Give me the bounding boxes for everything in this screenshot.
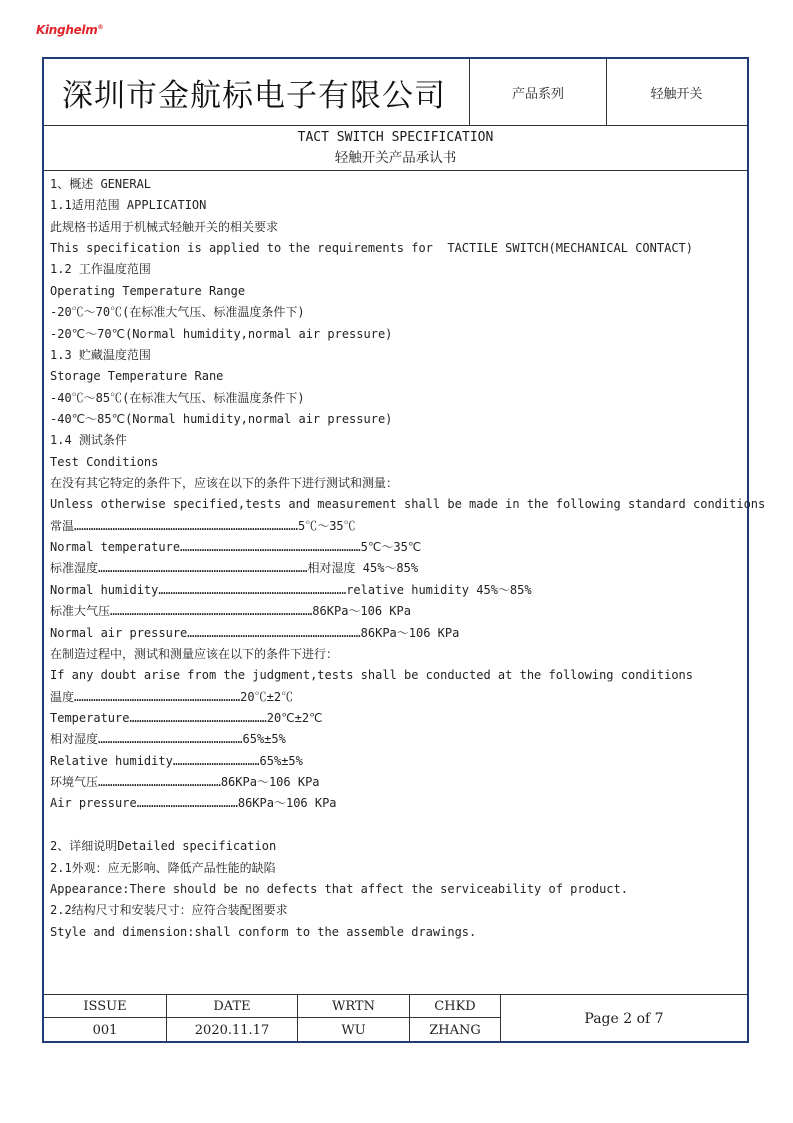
spec-line: 在制造过程中，测试和测量应该在以下的条件下进行： (50, 646, 339, 661)
spec-line: 标准湿度……………………………………………………………………………相对湿度 45%～85% (50, 561, 419, 576)
chkd-value: ZHANG (410, 1018, 501, 1042)
header-row (44, 59, 747, 126)
spec-body (50, 174, 766, 943)
spec-line: Storage Temperature Rane (50, 369, 224, 384)
product-name: 轻触开关 (650, 86, 703, 102)
spec-line: 2.1外观：应无影响、降低产品性能的缺陷 (50, 860, 276, 875)
spec-line: Unless otherwise specified,tests and measurement shall be made in the following standard conditions (50, 497, 766, 512)
spec-line: 温度……………………………………………………………20℃±2℃ (50, 689, 294, 704)
spec-line: 1.3 贮藏温度范围 (50, 347, 151, 362)
spec-line: 1.2 工作温度范围 (50, 262, 151, 277)
spec-line: This specification is applied to the requirements for TACTILE SWITCH(MECHANICAL CONTACT) (50, 241, 693, 256)
spec-line: 相对湿度……………………………………………………65%±5% (50, 732, 286, 747)
page-number: Page 2 of 7 (584, 1010, 664, 1027)
spec-line: 2、详细说明Detailed specification (50, 839, 277, 854)
spec-line: -40℃～85℃(在标准大气压、标准温度条件下) (50, 390, 305, 405)
wrtn-label: WRTN (298, 995, 410, 1018)
chkd-label: CHKD (410, 995, 501, 1018)
spec-line: 2.2结构尺寸和安装尺寸：应符合装配图要求 (50, 903, 288, 918)
spec-line: If any doubt arise from the judgment,tests shall be conducted at the following conditions (50, 668, 693, 683)
spec-line: Appearance:There should be no defects that affect the serviceability of product. (50, 881, 628, 896)
issue-label: ISSUE (44, 995, 167, 1018)
product-series-label: 产品系列 (470, 59, 607, 125)
wrtn-value: WU (298, 1018, 410, 1042)
spec-line: Normal temperature…………………………………………………………………5℃～35℃ (50, 540, 422, 555)
issue-value: 001 (44, 1018, 167, 1042)
spec-line: 1、概述 GENERAL (50, 177, 152, 191)
spec-line: -20℃～70℃(在标准大气压、标准温度条件下) (50, 305, 305, 320)
spec-line: -40℃～85℃(Normal humidity,normal air pressure) (50, 411, 393, 426)
date-label: DATE (167, 995, 298, 1018)
spec-line: 标准大气压…………………………………………………………………………86KPa～106 KPa (50, 604, 411, 619)
title-cn: 轻触开关产品承认书 (334, 150, 457, 166)
spec-line: 在没有其它特定的条件下，应该在以下的条件下进行测试和测量： (50, 476, 399, 491)
spec-line: Test Conditions (50, 454, 159, 469)
spec-line (50, 815, 745, 836)
spec-line: 1.4 测试条件 (50, 433, 127, 448)
company-name: 深圳市金航标电子有限公司 (44, 59, 470, 125)
spec-line: 环境气压……………………………………………86KPa～106 KPa (50, 775, 320, 790)
kinghelm-logo: Kinghelm® (36, 23, 104, 37)
footer-table (44, 994, 747, 1042)
title-en: TACT SWITCH SPECIFICATION (297, 130, 494, 145)
spec-line: Normal humidity……………………………………………………………………relative humidity 45%～85% (50, 582, 532, 597)
spec-line: Air pressure……………………………………86KPa～106 KPa (50, 796, 337, 811)
spec-line: 此规格书适用于机械式轻触开关的相关要求 (50, 219, 279, 234)
document-title (44, 125, 747, 171)
spec-line: Relative humidity………………………………65%±5% (50, 753, 303, 768)
spec-line: Temperature…………………………………………………20℃±2℃ (50, 710, 323, 725)
spec-line: Normal air pressure………………………………………………………………86KPa～106 KPa (50, 625, 460, 640)
spec-line: Style and dimension:shall conform to the assemble drawings. (50, 924, 477, 939)
spec-line: 1.1适用范围 APPLICATION (50, 198, 207, 213)
date-value: 2020.11.17 (167, 1018, 298, 1042)
spec-line: 常温…………………………………………………………………………………5℃～35℃ (50, 518, 356, 533)
spec-sheet-frame (42, 57, 766, 1043)
spec-line: -20℃～70℃(Normal humidity,normal air pressure) (50, 326, 393, 341)
spec-line: Operating Temperature Range (50, 283, 246, 298)
